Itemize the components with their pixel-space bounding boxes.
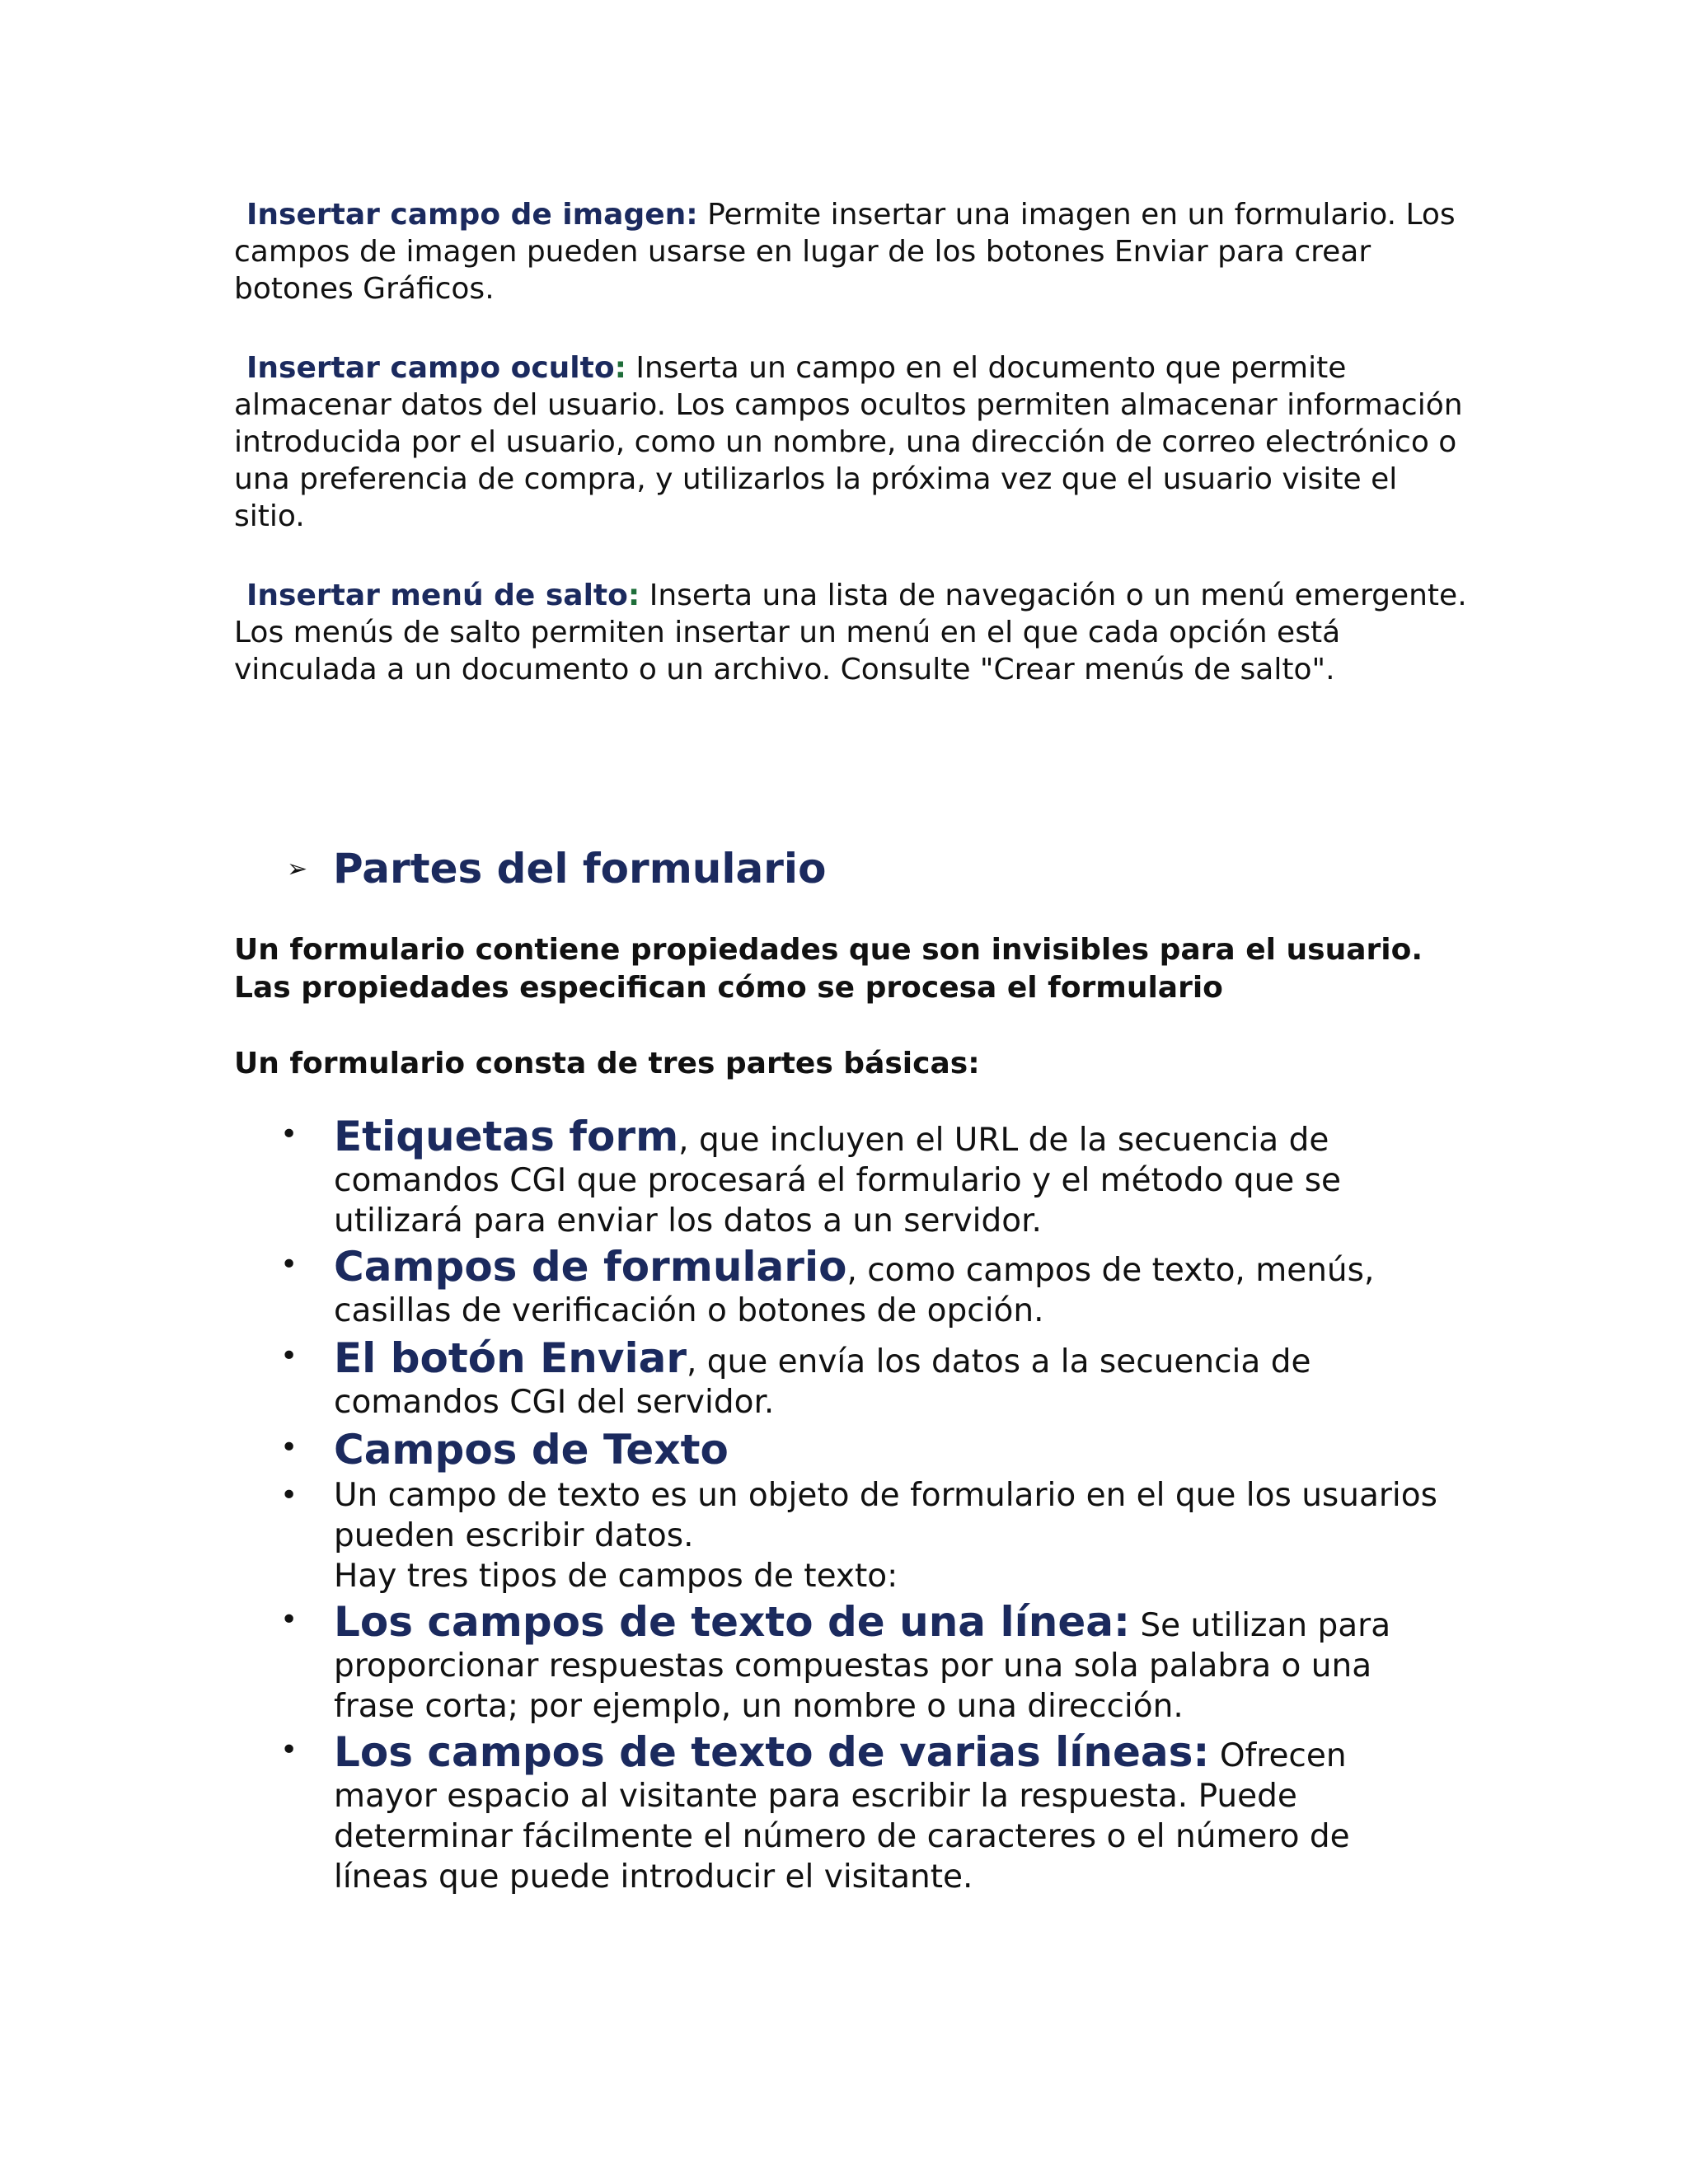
intro-paragraph: Un formulario contiene propiedades que son invisibles para el usuario. Las propiedades especifican cómo se procesa el formulario <box>234 933 1423 1005</box>
list-item-text: Ofrecen mayor espacio al visitante para escribir la respuesta. Puede determinar fácilmente el número de caracteres o el número de líneas que puede introducir el visitante. <box>334 1737 1350 1896</box>
paragraph-insertar-campo-oculto <box>234 349 1470 535</box>
list-item <box>280 1244 1451 1331</box>
term-insertar-campo-oculto: Insertar campo oculto <box>246 351 615 385</box>
bullet-icon: • <box>280 1431 298 1465</box>
text-insertar-campo-oculto: Inserta un campo en el documento que permite almacenar datos del usuario. Los campos ocultos permiten almacenar información introducida por el usuario, como un nombre, una dirección de correo electrónico o una preferencia de compra, y utilizarlos la próxima vez que el usuario visite el sitio. <box>234 351 1463 533</box>
term-insertar-menu-salto: Insertar menú de salto <box>246 579 628 612</box>
list-item-text: Se utilizan para proporcionar respuestas compuestas por una sola palabra o una frase corta; por ejemplo, un nombre o una dirección. <box>334 1607 1391 1725</box>
list-item <box>280 1730 1451 1897</box>
term-insertar-campo-imagen: Insertar campo de imagen: <box>246 198 698 232</box>
list-item-term: El botón Enviar <box>334 1334 687 1382</box>
list-item-text: , como campos de texto, menús, casillas de verificación o botones de opción. <box>334 1252 1375 1329</box>
bullet-icon: • <box>280 1733 298 1767</box>
bullet-icon: • <box>280 1248 298 1282</box>
list-item <box>280 1600 1451 1727</box>
list-item <box>280 1427 1451 1474</box>
list-item-text: , que envía los datos a la secuencia de comandos CGI del servidor. <box>334 1343 1311 1421</box>
section-title: Partes del formulario <box>333 845 827 893</box>
colon-insertar-menu-salto: : <box>627 579 640 612</box>
list-item-text: Un campo de texto es un objeto de formulario en el que los usuarios pueden escribir datos. <box>334 1477 1437 1554</box>
bullet-icon: • <box>280 1603 298 1637</box>
colon-insertar-campo-oculto: : <box>614 351 626 385</box>
bullet-icon: • <box>280 1339 298 1373</box>
arrow-bullet-icon: ➢ <box>287 854 308 883</box>
bullet-icon: • <box>280 1118 298 1151</box>
list-item <box>280 1475 1451 1596</box>
list-item-term: Los campos de texto de una línea: <box>334 1598 1130 1646</box>
bullet-icon: • <box>280 1479 298 1512</box>
list-item-text-secondary: Hay tres tipos de campos de texto: <box>334 1558 898 1595</box>
text-insertar-campo-imagen: Permite insertar una imagen en un formulario. Los campos de imagen pueden usarse en lugar de los botones Enviar para crear botones Gráficos. <box>234 198 1456 306</box>
list-item-term: Los campos de texto de varias líneas: <box>334 1728 1210 1776</box>
paragraph-insertar-campo-imagen <box>234 196 1470 307</box>
intro-parts-line: Un formulario consta de tres partes básicas: <box>234 1047 980 1080</box>
list-item <box>280 1114 1451 1241</box>
text-insertar-menu-salto: Inserta una lista de navegación o un menú emergente. Los menús de salto permiten insertar un menú en el que cada opción está vinculada a un documento o un archivo. Consulte "Crear menús de salto". <box>234 579 1467 687</box>
section-heading <box>287 842 826 895</box>
paragraph-insertar-menu-salto <box>234 577 1470 688</box>
list-item-term: Campos de formulario <box>334 1243 847 1291</box>
list-item-text: , que incluyen el URL de la secuencia de comandos CGI que procesará el formulario y el método que se utilizará para enviar los datos a un servidor. <box>334 1122 1342 1240</box>
list-item-term: Campos de Texto <box>334 1426 729 1474</box>
parts-list <box>280 1114 1451 1897</box>
list-item-term: Etiquetas form <box>334 1113 679 1160</box>
list-item <box>280 1336 1451 1422</box>
